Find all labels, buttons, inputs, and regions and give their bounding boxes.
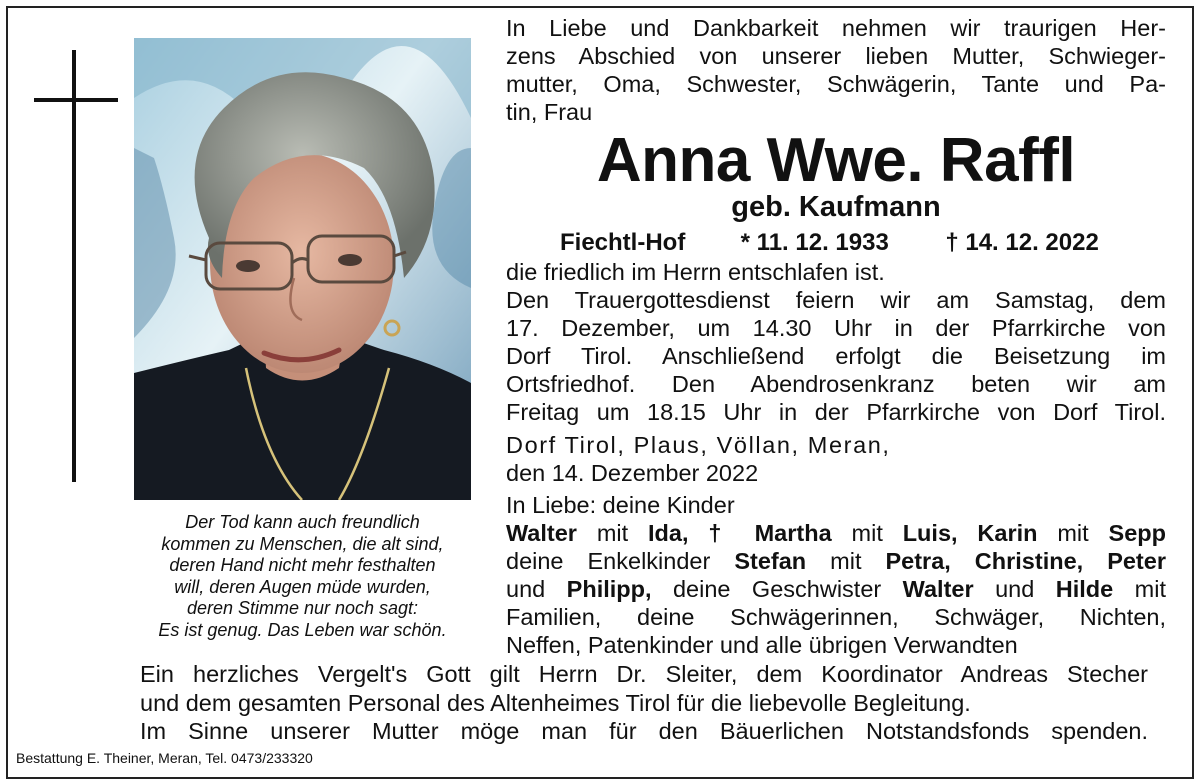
undertaker-credit: Bestattung E. Theiner, Meran, Tel. 0473/233320	[16, 750, 313, 766]
family-list	[506, 491, 1166, 659]
family-line: deine Enkelkinder Stefan mit Petra, Christine, Peter	[506, 548, 1166, 574]
birth-name: geb. Kaufmann	[731, 191, 941, 223]
thanks-line: Ein herzliches Vergelt's Gott gilt Herrn Dr. Sleiter, dem Koordinator Andreas Stecher	[140, 661, 1148, 687]
thanks-paragraph	[140, 660, 1148, 746]
body-line: Ortsfriedhof. Den Abendrosenkranz beten wir am	[506, 371, 1166, 397]
body-line: Den Trauergottesdienst feiern wir am Samstag, dem	[506, 287, 1166, 313]
quote-line: will, deren Augen müde wurden,	[174, 576, 431, 597]
intro-line: In Liebe und Dankbarkeit nehmen wir traurigen Her-	[506, 15, 1166, 41]
family-line: und Philipp, deine Geschwister Walter und Hilde mit	[506, 576, 1166, 602]
intro-paragraph	[506, 14, 1166, 126]
body-line: Freitag um 18.15 Uhr in der Pfarrkirche von Dorf Tirol.	[506, 399, 1166, 425]
body-line: Dorf Tirol. Anschließend erfolgt die Beisetzung im	[506, 343, 1166, 369]
family-heading: In Liebe: deine Kinder	[506, 492, 735, 518]
birth-date: * 11. 12. 1933	[740, 229, 889, 256]
quote-line: deren Stimme nur noch sagt:	[186, 598, 419, 618]
thanks-line: Im Sinne unserer Mutter möge man für den Bäuerlichen Notstandsfonds spenden.	[140, 718, 1148, 744]
body-line: die friedlich im Herrn entschlafen ist.	[506, 259, 885, 285]
place-line: Dorf Tirol, Plaus, Völlan, Meran,	[506, 432, 891, 458]
quote-line: Es ist genug. Das Leben war schön.	[158, 619, 447, 640]
service-paragraph	[506, 258, 1166, 426]
thanks-line: und dem gesamten Personal des Altenheimes Tirol für die liebevolle Begleitung.	[140, 689, 971, 716]
farm-name: Fiechtl-Hof	[560, 229, 686, 256]
intro-line: zens Abschied von unserer lieben Mutter, Schwieger-	[506, 43, 1166, 69]
quote-line: kommen zu Menschen, die alt sind,	[161, 533, 444, 554]
intro-line: mutter, Oma, Schwester, Schwägerin, Tante und Pa-	[506, 71, 1166, 97]
deceased-name: Anna Wwe. Raffl	[596, 126, 1076, 195]
family-line: Familien, deine Schwägerinnen, Schwäger, Nichten,	[506, 604, 1166, 630]
date-line: den 14. Dezember 2022	[506, 460, 759, 486]
family-line: Neffen, Patenkinder und alle übrigen Verwandten	[506, 632, 1018, 658]
life-dates	[560, 228, 1099, 258]
family-line: Walter mit Ida, † Martha mit Luis, Karin mit Sepp	[506, 520, 1166, 546]
intro-line: tin, Frau	[506, 99, 593, 125]
death-date: † 14. 12. 2022	[945, 229, 1099, 256]
portrait-photo	[134, 38, 471, 500]
memorial-quote	[134, 512, 471, 641]
body-line: 17. Dezember, um 14.30 Uhr in der Pfarrkirche von	[506, 315, 1166, 341]
quote-line: deren Hand nicht mehr festhalten	[169, 555, 436, 575]
quote-line: Der Tod kann auch freundlich	[185, 512, 420, 532]
